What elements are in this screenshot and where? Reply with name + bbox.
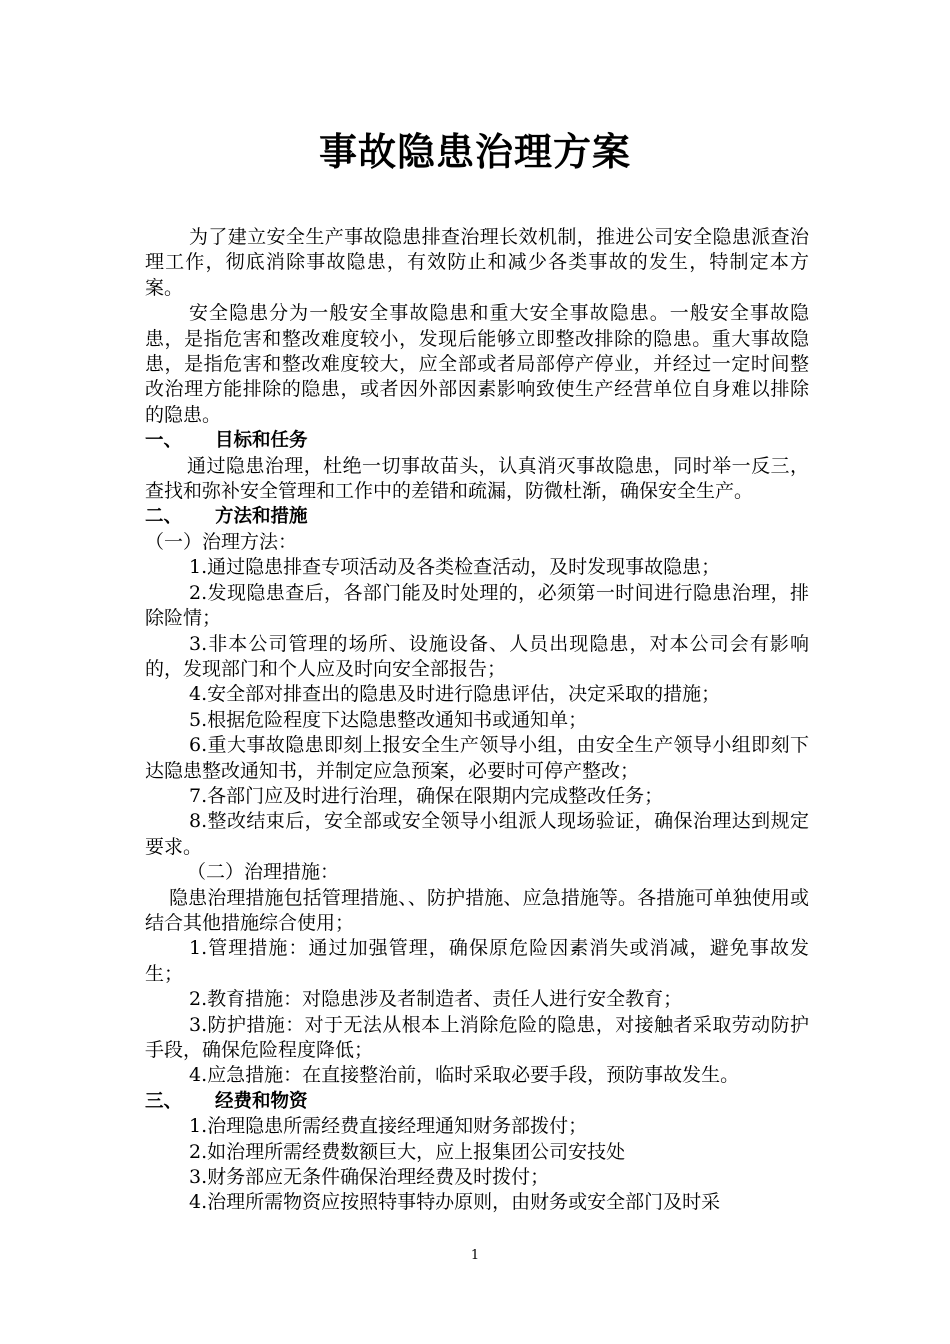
list-item: 5.根据危险程度下达隐患整改通知书或通知单；	[189, 708, 588, 731]
list-item: 4.治理所需物资应按照特事特办原则，由财务或安全部门及时采	[189, 1191, 721, 1214]
list-item: 2.如治理所需经费数额巨大，应上报集团公司安技处	[189, 1140, 626, 1163]
document-body	[145, 225, 809, 1216]
list-item: 1.通过隐患排查专项活动及各类检查活动，及时发现事故隐患；	[189, 556, 721, 579]
list-item: 3.财务部应无条件确保治理经费及时拨付；	[189, 1166, 550, 1189]
list-item: 4.应急措施：在直接整治前，临时采取必要手段，预防事故发生。	[189, 1064, 740, 1087]
section-number: 二、	[145, 506, 183, 528]
section-heading	[145, 1089, 809, 1114]
list-item: 1.管理措施：通过加强管理，确保原危险因素消失或消减，避免事故发生；	[145, 937, 809, 985]
section-paragraph: 隐患治理措施包括管理措施、、防护措施、应急措施等。各措施可单独使用或结合其他措施综合使用；	[145, 886, 809, 934]
section-title: 经费和物资	[215, 1090, 308, 1112]
list-item: 2.发现隐患查后，各部门能及时处理的，必须第一时间进行隐患治理，排除险情；	[145, 581, 809, 630]
list-item: 6.重大事故隐患即刻上报安全生产领导小组，由安全生产领导小组即刻下达隐患整改通知书，并制定应急预案，必要时可停产整改；	[145, 734, 809, 782]
document-title: 事故隐患治理方案	[318, 130, 631, 174]
intro-paragraph: 为了建立安全生产事故隐患排查治理长效机制，推进公司安全隐患派查治理工作，彻底消除事故隐患，有效防止和减少各类事故的发生，特制定本方案。	[145, 226, 809, 299]
page-number: 1	[470, 1248, 480, 1263]
section-title: 目标和任务	[215, 430, 308, 452]
list-item: 7.各部门应及时进行治理，确保在限期内完成整改任务；	[189, 784, 664, 807]
section-heading	[145, 504, 809, 529]
subsection-heading: （二）治理措施：	[187, 861, 340, 884]
intro-paragraph: 安全隐患分为一般安全事故隐患和重大安全事故隐患。一般安全事故隐患，是指危害和整改难度较小，发现后能够立即整改排除的隐患。重大事故隐患，是指危害和整改难度较大，应全部或者局部停产停业，并经过一定时间整改治理方能排除的隐患，或者因外部因素影响致使生产经营单位自身难以排除的隐患。	[145, 302, 809, 426]
section-paragraph: 通过隐患治理，杜绝一切事故苗头，认真消灭事故隐患，同时举一反三，查找和弥补安全管理和工作中的差错和疏漏，防微杜渐，确保安全生产。	[145, 454, 809, 503]
list-item: 3.非本公司管理的场所、设施设备、人员出现隐患，对本公司会有影响的，发现部门和个人应及时向安全部报告；	[145, 632, 809, 680]
list-item: 4.安全部对排查出的隐患及时进行隐患评估，决定采取的措施；	[189, 683, 721, 706]
list-item: 3.防护措施：对于无法从根本上消除危险的隐患，对接触者采取劳动防护手段，确保危险程度降低；	[145, 1013, 809, 1061]
subsection-heading: （一）治理方法：	[145, 530, 298, 553]
section-heading	[145, 428, 809, 453]
section-number: 三、	[145, 1090, 183, 1112]
list-item: 2.教育措施：对隐患涉及者制造者、责任人进行安全教育；	[189, 988, 683, 1011]
section-title: 方法和措施	[215, 506, 308, 528]
section-number: 一、	[145, 430, 183, 452]
list-item: 1.治理隐患所需经费直接经理通知财务部拨付；	[189, 1115, 588, 1138]
list-item: 8.整改结束后，安全部或安全领导小组派人现场验证，确保治理达到规定要求。	[145, 810, 809, 858]
